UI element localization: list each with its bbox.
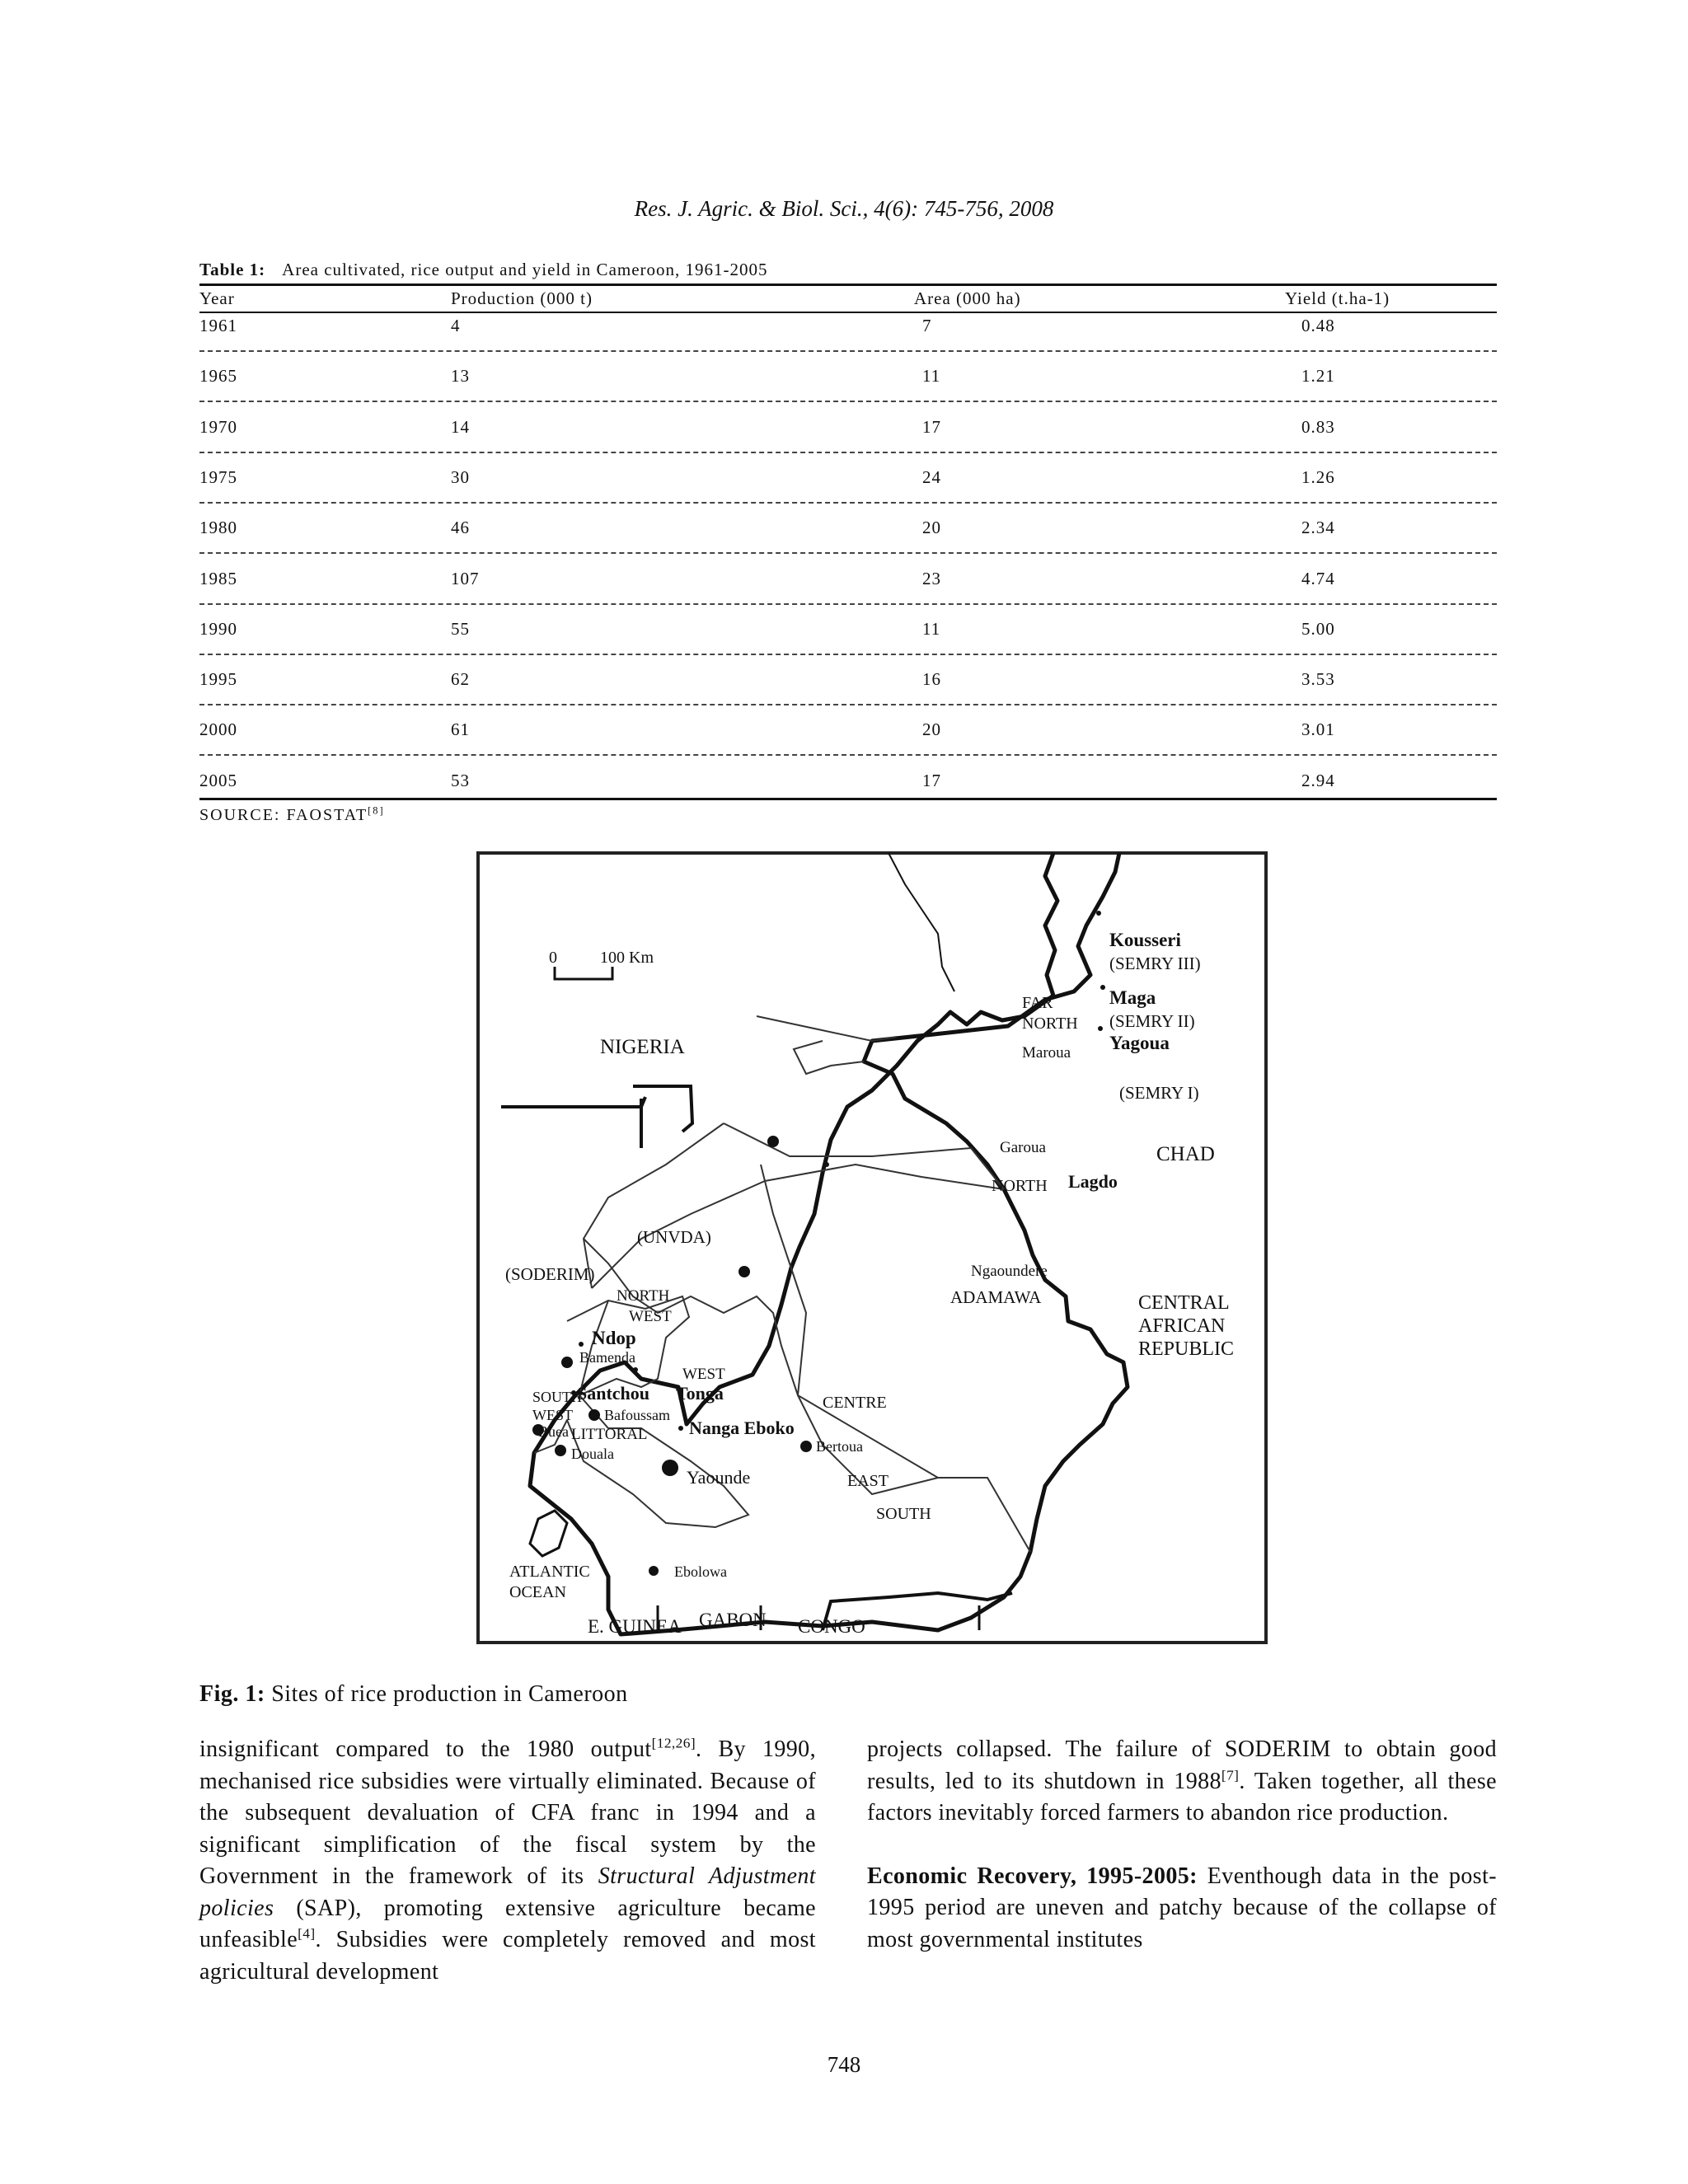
bioko-island	[530, 1511, 567, 1556]
table-cell: 17	[922, 416, 941, 437]
page-number: 748	[827, 2052, 861, 2077]
label-bamenda: Bamenda	[579, 1349, 635, 1366]
table-cell: 55	[451, 618, 470, 639]
label-unvda: (UNVDA)	[637, 1227, 711, 1247]
label-santchou: Santchou	[577, 1383, 650, 1404]
label-semry3: (SEMRY III)	[1109, 954, 1201, 973]
table-header-row	[199, 288, 1497, 313]
label-atlantic-2: OCEAN	[509, 1583, 566, 1601]
label-lagdo: Lagdo	[1068, 1171, 1118, 1192]
left-ref-1: [12,26]	[651, 1735, 696, 1751]
table-cell: 3.53	[1301, 669, 1335, 690]
label-bafoussam: Bafoussam	[604, 1407, 670, 1423]
left-text-2: . By 1990, mechanised rice subsidies were virtually eliminated. Because of the subsequent devaluation of CFA franc in 1994 and a significant simplification of the fiscal system by the Government in the framework of its	[199, 1736, 816, 1889]
table-cell: 0.83	[1301, 416, 1335, 437]
right-text-1: projects collapsed. The failure of SODERIM to obtain good results, led to its shutdown in 1988	[867, 1736, 1497, 1794]
ebolowa-dot	[649, 1566, 659, 1576]
table-row-divider	[199, 401, 1497, 402]
label-nigeria: NIGERIA	[600, 1036, 685, 1058]
table-caption	[199, 260, 768, 280]
regional-boundary-centre	[584, 1239, 1030, 1552]
left-ref-2: [4]	[298, 1925, 316, 1942]
table-cell: 20	[922, 719, 941, 740]
nanga-eboko-dot	[678, 1426, 683, 1431]
table-cell: 53	[451, 770, 470, 790]
label-ebolowa: Ebolowa	[674, 1563, 727, 1580]
nigeria-border-north	[889, 853, 954, 991]
table-row-divider	[199, 654, 1497, 655]
table-cell: 61	[451, 719, 470, 740]
table-row	[199, 366, 1497, 391]
garoua-dot	[767, 1136, 779, 1147]
label-south-west-2: WEST	[532, 1407, 573, 1423]
tonga-dot	[633, 1367, 638, 1372]
table-cell: 7	[922, 316, 932, 335]
maga-dot	[1100, 985, 1105, 990]
table-cell: 4	[451, 316, 461, 335]
table-row	[199, 771, 1497, 795]
table-cell: 13	[451, 366, 470, 387]
table-row	[199, 417, 1497, 442]
table-cell: 1970	[199, 416, 237, 437]
ndop-dot	[579, 1342, 584, 1347]
table-row	[199, 719, 1497, 744]
table-row	[199, 316, 1497, 340]
label-chad: CHAD	[1156, 1143, 1215, 1165]
scale-bar	[555, 967, 612, 979]
table-cell: 4.74	[1301, 568, 1335, 588]
table-cell: 0.48	[1301, 316, 1335, 335]
label-yaounde: Yaounde	[687, 1467, 751, 1488]
table-cell: 62	[451, 669, 470, 690]
label-ndop: Ndop	[592, 1328, 636, 1348]
label-garoua: Garoua	[1000, 1139, 1046, 1156]
table-cell: 1.21	[1301, 366, 1335, 387]
table-label: Table 1:	[199, 260, 266, 279]
left-paragraph	[199, 1734, 816, 1988]
label-adamawa: ADAMAWA	[950, 1287, 1042, 1307]
label-maga: Maga	[1109, 987, 1156, 1008]
table-cell: 107	[451, 568, 480, 588]
yagoua-dot	[1098, 1026, 1103, 1031]
label-north: NORTH	[992, 1177, 1048, 1195]
table-row	[199, 467, 1497, 492]
label-far-north-2: NORTH	[1022, 1015, 1078, 1033]
left-text-4: (SAP), promoting extensive agriculture became unfeasible	[199, 1895, 816, 1952]
table-bottom-rule	[199, 798, 1497, 800]
label-far-north-1: FAR	[1022, 994, 1053, 1012]
figure-caption	[199, 1681, 628, 1708]
label-maroua: Maroua	[1022, 1044, 1071, 1062]
right-paragraph-2	[867, 1861, 1497, 1957]
right-text-3: Eventhough data in the post-1995 period are uneven and patchy because of the collapse of most governmental institutes	[867, 1863, 1497, 1952]
scale-label: 100 Km	[600, 949, 654, 967]
table-cell: 2.94	[1301, 770, 1335, 790]
table-cell: 23	[922, 568, 941, 588]
left-text-5: . Subsidies were completely removed and most agricultural development	[199, 1927, 816, 1985]
cameroon-map	[476, 851, 1268, 1644]
label-semry2: (SEMRY II)	[1109, 1011, 1195, 1031]
table-row	[199, 518, 1497, 542]
yaounde-dot	[662, 1460, 678, 1476]
table-cell: 1975	[199, 466, 237, 487]
table-cell: 1.26	[1301, 466, 1335, 487]
source-text: SOURCE: FAOSTAT	[199, 806, 368, 824]
right-column	[867, 1734, 1497, 1956]
label-gabon: GABON	[699, 1610, 767, 1630]
soderim-pointer	[501, 1097, 645, 1148]
table-row	[199, 569, 1497, 593]
section-heading: Economic Recovery, 1995-2005:	[867, 1863, 1198, 1889]
col-header-year: Year	[199, 288, 235, 308]
label-douala: Douala	[571, 1446, 614, 1462]
bertoua-dot	[800, 1441, 812, 1452]
lagdo-dot	[824, 1162, 829, 1167]
table-row-divider	[199, 704, 1497, 705]
figure-label: Fig. 1:	[199, 1681, 265, 1707]
label-west: WEST	[682, 1366, 725, 1383]
table-cell: 1985	[199, 568, 237, 588]
table-cell: 16	[922, 669, 941, 690]
table-row-divider	[199, 452, 1497, 453]
table-cell: 30	[451, 466, 470, 487]
table-row-divider	[199, 502, 1497, 504]
table-cell: 1995	[199, 669, 237, 690]
table-cell: 14	[451, 416, 470, 437]
douala-dot	[555, 1445, 566, 1456]
table-top-rule	[199, 284, 1497, 286]
label-car-2: AFRICAN	[1138, 1315, 1226, 1337]
far-north-boundary	[794, 1041, 864, 1074]
figure-caption-text: Sites of rice production in Cameroon	[271, 1681, 628, 1707]
label-eguinea: E. GUINEA	[588, 1616, 682, 1637]
label-centre: CENTRE	[823, 1394, 887, 1412]
table-row-divider	[199, 754, 1497, 756]
label-east: EAST	[847, 1472, 889, 1490]
label-bertoua: Bertoua	[816, 1438, 863, 1455]
table-row	[199, 619, 1497, 644]
table-source	[199, 806, 385, 825]
scale-zero: 0	[549, 949, 557, 967]
table-cell: 2005	[199, 770, 237, 790]
journal-header: Res. J. Agric. & Biol. Sci., 4(6): 745-756, 2008	[634, 196, 1054, 221]
label-atlantic-1: ATLANTIC	[509, 1563, 590, 1581]
kousseri-dot	[1096, 911, 1101, 916]
table-cell: 20	[922, 518, 941, 538]
label-yagoua: Yagoua	[1109, 1033, 1170, 1053]
label-congo: CONGO	[798, 1616, 865, 1637]
ngaoundere-dot	[738, 1266, 750, 1277]
label-soderim: (SODERIM)	[505, 1264, 595, 1284]
label-littoral: LITTORAL	[571, 1426, 648, 1443]
regional-boundary-north	[724, 1016, 1004, 1189]
label-car-3: REPUBLIC	[1138, 1338, 1235, 1360]
table-cell: 1980	[199, 518, 237, 538]
table-cell: 24	[922, 466, 941, 487]
right-text-2: . Taken together, all these factors inevitably forced farmers to abandon rice production.	[867, 1768, 1498, 1825]
label-north-west-1: NORTH	[617, 1287, 670, 1305]
table-cell: 2.34	[1301, 518, 1335, 538]
table-row	[199, 669, 1497, 694]
right-ref-1: [7]	[1221, 1767, 1240, 1783]
left-text-1: insignificant compared to the 1980 output	[199, 1736, 652, 1762]
bamenda-dot	[561, 1357, 573, 1368]
col-header-area: Area (000 ha)	[914, 288, 1021, 308]
table-cell: 3.01	[1301, 719, 1335, 740]
table-cell: 1990	[199, 618, 237, 639]
label-south: SOUTH	[876, 1505, 931, 1523]
label-ngaoundere: Ngaoundere	[971, 1263, 1048, 1280]
table-cell: 1965	[199, 366, 237, 387]
table-cell: 5.00	[1301, 618, 1335, 639]
label-nanga-eboko: Nanga Eboko	[689, 1418, 795, 1438]
label-car-1: CENTRAL	[1138, 1292, 1230, 1314]
table-row-divider	[199, 552, 1497, 554]
bafoussam-dot	[588, 1409, 600, 1421]
table-cell: 2000	[199, 719, 237, 740]
label-kousseri: Kousseri	[1109, 930, 1181, 950]
table-row-divider	[199, 350, 1497, 352]
national-boundary	[530, 853, 1128, 1634]
source-ref: [8]	[368, 804, 385, 817]
table-cell: 11	[922, 618, 941, 639]
col-header-yield: Yield (t.ha-1)	[1285, 288, 1390, 308]
table-header-rule	[199, 312, 1497, 313]
label-buea: Buea	[538, 1423, 569, 1440]
table-caption-text: Area cultivated, rice output and yield in Cameroon, 1961-2005	[282, 260, 768, 279]
table-cell: 11	[922, 366, 941, 387]
col-header-production: Production (000 t)	[451, 288, 593, 308]
table-cell: 1961	[199, 316, 237, 335]
label-south-west-1: SOUTH	[532, 1389, 583, 1405]
right-paragraph-1	[867, 1734, 1497, 1830]
label-tonga: Tonga	[676, 1383, 724, 1404]
label-semry1: (SEMRY I)	[1119, 1083, 1199, 1103]
left-italic-term: Structural Adjustment policies	[199, 1863, 816, 1921]
table-row-divider	[199, 603, 1497, 605]
table-cell: 17	[922, 770, 941, 790]
table-cell: 46	[451, 518, 470, 538]
left-column	[199, 1734, 816, 1988]
label-north-west-2: WEST	[629, 1308, 672, 1325]
